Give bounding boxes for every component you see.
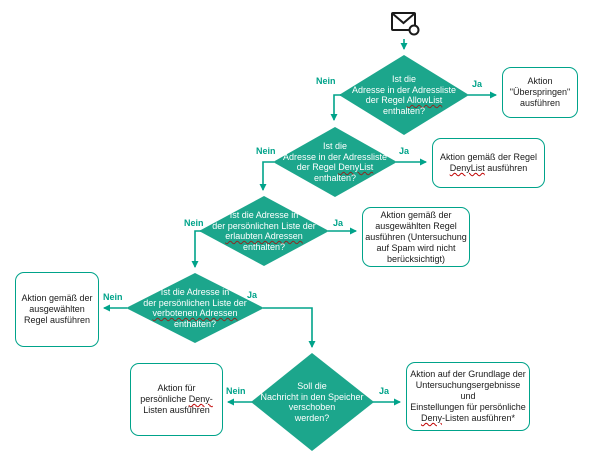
mail-icon (389, 9, 421, 43)
action-box-personal-deny-lists: Aktion für persönliche Deny- Listen ausführen (130, 363, 223, 436)
decision-diamond-allowlist (339, 55, 469, 135)
decision-diamond-move-to-storage (251, 353, 374, 451)
edge-label-storage-no: Nein (226, 386, 246, 396)
decision-diamond-denylist (273, 127, 397, 197)
action-box-skip: Aktion "Überspringen" ausführen (502, 67, 578, 118)
edge-label-personal-allowed-yes: Ja (333, 218, 344, 228)
decision-diamond-personal-allowed (199, 196, 329, 266)
decision-allowlist-question: Ist die Adresse in der Adressliste der Regel AllowList enthalten? (351, 74, 457, 116)
action-box-denylist-rule: Aktion gemäß der Regel DenyList ausführen (432, 138, 545, 188)
action-box-selected-rule: Aktion gemäß der ausgewählten Regel ausführen (15, 272, 99, 347)
edge-label-personal-allowed-no: Nein (184, 218, 204, 228)
edge-label-denylist-no: Nein (256, 146, 276, 156)
decision-diamond-personal-forbidden (126, 273, 264, 343)
action-box-scan-results-settings: Aktion auf der Grundlage der Untersuchungsergebnisse und Einstellungen für persönliche Deny-Listen ausführen* (406, 362, 530, 431)
edge-label-personal-forbidden-no: Nein (103, 292, 123, 302)
decision-storage-question: Soll die Nachricht in den Speicher verschoben werden? (260, 381, 364, 423)
edge-label-personal-forbidden-yes: Ja (247, 290, 258, 300)
edge-label-denylist-yes: Ja (399, 146, 410, 156)
connector-allowlist-no (334, 95, 341, 120)
decision-personal-forbidden-question: Ist die Adresse in der persönlichen Liste der verbotenen Adressen enthalten? (143, 287, 247, 329)
connector-personal-allowed-no (195, 231, 201, 267)
edge-label-allowlist-yes: Ja (472, 79, 483, 89)
connector-denylist-no (263, 162, 274, 190)
edge-label-storage-yes: Ja (379, 386, 390, 396)
action-box-selected-rule-no-spam-scan: Aktion gemäß der ausgewählten Regel ausführen (Untersuchung auf Spam wird nicht berücksichtigt) (362, 207, 470, 267)
connector-personal-forbidden-yes (263, 308, 312, 347)
edge-label-allowlist-no: Nein (316, 76, 336, 86)
decision-denylist-question: Ist die Adresse in der Adressliste der Regel DenyList enthalten? (282, 141, 388, 183)
decision-personal-allowed-question: Ist die Adresse in der persönlichen Liste der erlaubten Adressen enthalten? (212, 210, 316, 252)
